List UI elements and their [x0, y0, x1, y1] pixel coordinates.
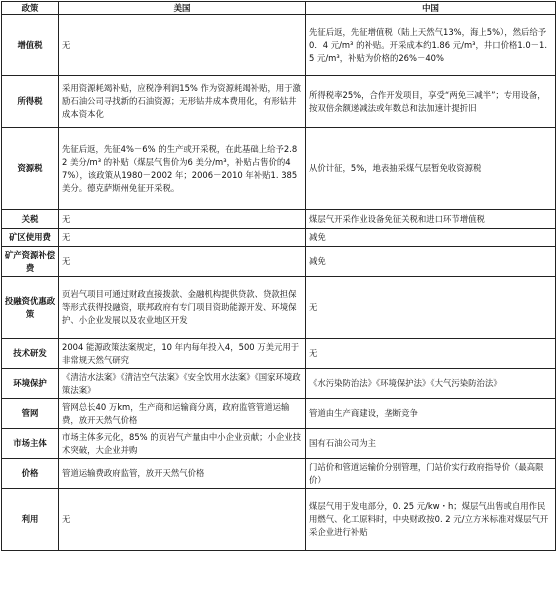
table-row [2, 459, 556, 489]
table-row [2, 247, 556, 277]
table-row [2, 399, 556, 429]
policy-cell: 管网 [2, 399, 59, 429]
usa-cell: 管网总长40 万km，生产商和运输商分离，政府监管管道运输费，放开天然气价格 [59, 399, 306, 429]
china-cell: 减免 [306, 229, 556, 247]
table-row [2, 210, 556, 229]
china-cell: 门站价和管道运输价分别管理，门站价实行政府指导价（最高限价） [306, 459, 556, 489]
table-row [2, 429, 556, 459]
policy-comparison-page [0, 1, 557, 591]
china-cell: 所得税率25%，合作开发项目，享受“两免三减半”；专用设备，按双倍余额递减法或年数总和法加速计提折旧 [306, 76, 556, 128]
policy-cell: 利用 [2, 489, 59, 551]
table-row [2, 489, 556, 551]
china-cell: 煤层气用于发电部分，0. 25 元/kw・h；煤层气出售或自用作民用燃气、化工原料时，中央财政按0. 2 元/立方米标准对煤层气开采企业进行补贴 [306, 489, 556, 551]
usa-cell: 采用资源耗竭补贴，应税净利润15% 作为资源耗竭补贴，用于激励石油公司寻找新的石油资源；无形钻井成本费用化，有形钻井成本资本化 [59, 76, 306, 128]
china-cell: 国有石油公司为主 [306, 429, 556, 459]
policy-cell: 投融资优惠政策 [2, 277, 59, 339]
policy-cell: 技术研发 [2, 339, 59, 369]
header-usa: 美国 [59, 2, 306, 15]
usa-cell: 市场主体多元化，85% 的页岩气产量由中小企业贡献；小企业技术突破，大企业并购 [59, 429, 306, 459]
policy-cell: 价格 [2, 459, 59, 489]
table-row [2, 369, 556, 399]
header-row [2, 2, 556, 15]
table-row [2, 15, 556, 76]
header-china: 中国 [306, 2, 556, 15]
china-cell: 先征后返，先征增值税（陆上天然气13%，海上5%），然后给予0．4 元/m³ 的补贴。开采成本约1.86 元/m³，井口价格1.0－1.5 元/m³，补贴为价格的26%－40% [306, 15, 556, 76]
policy-cell: 矿区使用费 [2, 229, 59, 247]
policy-comparison-table [1, 1, 556, 551]
policy-cell: 市场主体 [2, 429, 59, 459]
china-cell: 无 [306, 277, 556, 339]
table-row [2, 339, 556, 369]
usa-cell: 先征后返，先征4%－6% 的生产或开采税，在此基础上给予2.82 美分/m³ 的补贴（煤层气售价为6 美分/m³，补贴占售价的47%），该政策从1980－2002 年；2006－2010 年补贴1. 385 美分。德克萨斯州免征开采税。 [59, 128, 306, 210]
usa-cell: 管道运输费政府监管，放开天然气价格 [59, 459, 306, 489]
usa-cell: 《清洁水法案》《清洁空气法案》《安全饮用水法案》《国家环境政策法案》 [59, 369, 306, 399]
china-cell: 减免 [306, 247, 556, 277]
usa-cell: 2004 能源政策法案规定，10 年内每年投入4，500 万美元用于非常规天然气研究 [59, 339, 306, 369]
table-row [2, 128, 556, 210]
usa-cell: 页岩气项目可通过财政直接拨款、金融机构提供贷款、贷款担保等形式获得投融资，联邦政府有专门项目资助能源开发、环境保护、小企业发展以及农业地区开发 [59, 277, 306, 339]
policy-cell: 资源税 [2, 128, 59, 210]
china-cell: 《水污染防治法》《环境保护法》《大气污染防治法》 [306, 369, 556, 399]
policy-cell: 所得税 [2, 76, 59, 128]
table-row [2, 76, 556, 128]
policy-cell: 增值税 [2, 15, 59, 76]
usa-cell: 无 [59, 489, 306, 551]
table-row [2, 277, 556, 339]
china-cell: 从价计征，5%，地表抽采煤气层暂免收资源税 [306, 128, 556, 210]
policy-cell: 环境保护 [2, 369, 59, 399]
usa-cell: 无 [59, 247, 306, 277]
china-cell: 无 [306, 339, 556, 369]
china-cell: 煤层气开采作业设备免征关税和进口环节增值税 [306, 210, 556, 229]
table-row [2, 229, 556, 247]
header-policy: 政策 [2, 2, 59, 15]
usa-cell: 无 [59, 229, 306, 247]
policy-cell: 矿产资源补偿费 [2, 247, 59, 277]
china-cell: 管道由生产商建设，垄断竞争 [306, 399, 556, 429]
usa-cell: 无 [59, 210, 306, 229]
policy-cell: 关税 [2, 210, 59, 229]
usa-cell: 无 [59, 15, 306, 76]
